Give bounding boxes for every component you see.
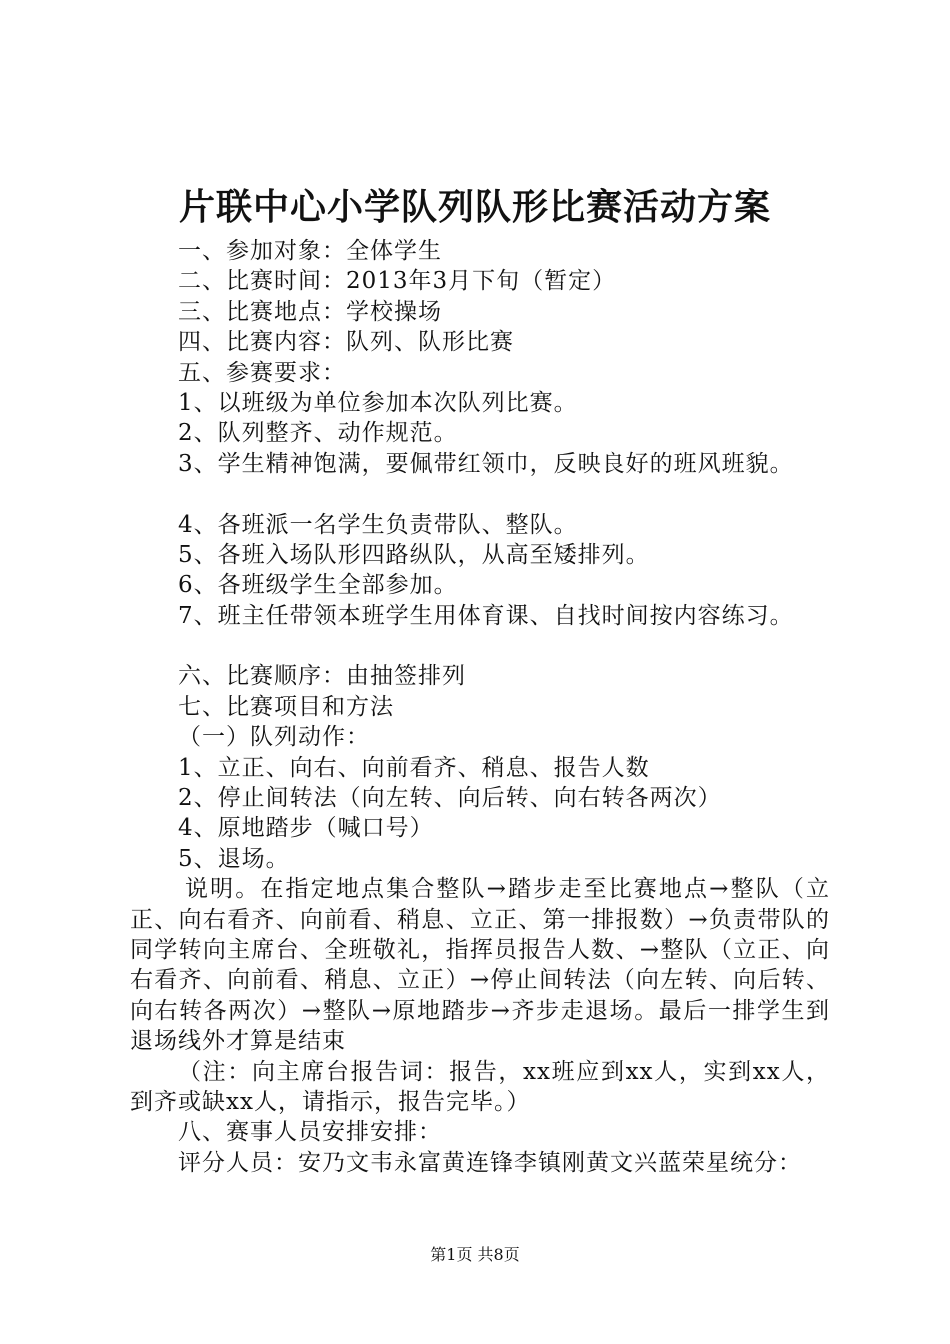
staff-heading: 八、赛事人员安排安排：	[178, 1119, 442, 1146]
note-paragraph: （注：向主席台报告词：报告，xx班应到xx人，实到xx人，到齐或缺xx人，请指示，报告完毕。）	[130, 1058, 830, 1116]
explanation-paragraph: 说明。在指定地点集合整队→踏步走至比赛地点→整队（立正、向右看齐、向前看、稍息、立正、第一排报数）→负责带队的同学转向主席台、全班敬礼，指挥员报告人数、→整队（立正、向右看齐、向前看、稍息、立正）→停止间转法（向左转、向后转、向右转各两次）→整队→原地踏步→齐步走退场。最后一排学生到退场线外才算是结束	[130, 876, 830, 1055]
text-line: 6、各班级学生全部参加。	[178, 572, 458, 599]
blank-line	[130, 479, 830, 509]
document-body	[130, 236, 830, 1178]
text-line: 七、比赛项目和方法	[178, 693, 394, 720]
text-line: 一、参加对象：全体学生	[178, 238, 442, 264]
document-title: 片联中心小学队列队形比赛活动方案	[178, 187, 771, 228]
page-number: 第1页 共8页	[430, 1245, 520, 1264]
text-line: 二、比赛时间：2013年3月下旬（暂定）	[178, 268, 617, 295]
text-line: 2、停止间转法（向左转、向后转、向右转各两次）	[178, 785, 722, 812]
text-line: （一）队列动作：	[178, 724, 370, 751]
text-line: 四、比赛内容：队列、队形比赛	[178, 329, 514, 356]
text-line: 5、退场。	[178, 845, 290, 872]
text-line: 5、各班入场队形四路纵队，从高至矮排列。	[178, 541, 650, 568]
text-line: 2、队列整齐、动作规范。	[178, 420, 458, 447]
text-line: 三、比赛地点：学校操场	[178, 298, 442, 325]
text-line: 7、班主任带领本班学生用体育课、自找时间按内容练习。	[178, 602, 794, 629]
text-line: 六、比赛顺序：由抽签排列	[178, 663, 466, 690]
text-line: 1、立正、向右、向前看齐、稍息、报告人数	[178, 754, 650, 781]
text-line: 五、参赛要求：	[178, 359, 346, 386]
text-line: 1、以班级为单位参加本次队列比赛。	[178, 389, 578, 416]
blank-line	[130, 631, 830, 661]
text-line: 3、学生精神饱满，要佩带红领巾，反映良好的班风班貌。	[178, 450, 794, 477]
staff-line: 评分人员：安乃文韦永富黄连锋李镇刚黄文兴蓝荣星统分：	[178, 1149, 802, 1176]
text-line: 4、各班派一名学生负责带队、整队。	[178, 511, 578, 538]
text-line: 4、原地踏步（喊口号）	[178, 815, 434, 842]
